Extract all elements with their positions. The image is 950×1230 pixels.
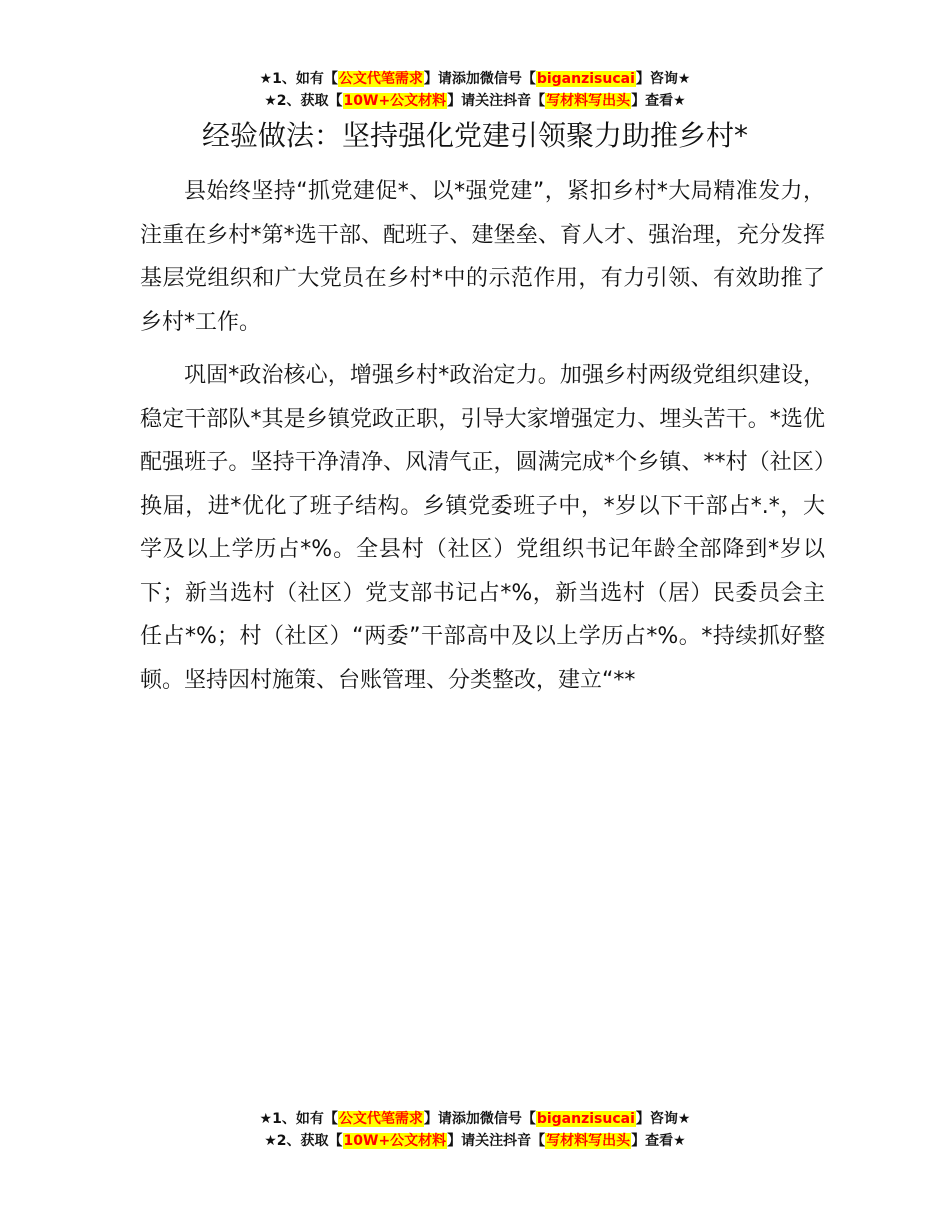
paragraph: 巩固*政治核心，增强乡村*政治定力。加强乡村两级党组织建设，稳定干部队*其是乡镇党政正职，引导大家增强定力、埋头苦干。*选优配强班子。坚持干净清净、风清气正，圆满完成*个乡镇、**村（社区）换届，进*优化了班子结构。乡镇党委班子中，*岁以下干部占*.*，大学及以上学历占*%。全县村（社区）党组织书记年龄全部降到*岁以下；新当选村（社区）党支部书记占*%，新当选村（居）民委员会主任占*%；村（社区）“两委”干部高中及以上学历占*%。*持续抓好整顿。坚持因村施策、台账管理、分类整改，建立“** bbox=[140, 363, 825, 693]
banner-highlight: 10W+公文材料 bbox=[343, 1133, 447, 1149]
document-body bbox=[140, 170, 825, 712]
banner-text: ★1、如有【 bbox=[259, 1111, 338, 1127]
banner-text: ★2、获取【 bbox=[264, 1133, 343, 1149]
banner-text: 】请添加微信号【 bbox=[423, 71, 536, 87]
banner-text: 】查看★ bbox=[631, 1133, 686, 1149]
banner-highlight: 写材料写出头 bbox=[546, 93, 631, 109]
banner-text: ★1、如有【 bbox=[259, 71, 338, 87]
banner-text: ★2、获取【 bbox=[264, 93, 343, 109]
banner-text: 】请关注抖音【 bbox=[447, 1133, 546, 1149]
banner-text: 】咨询★ bbox=[635, 71, 691, 87]
paragraph: 县始终坚持“抓党建促*、以*强党建”，紧扣乡村*大局精准发力，注重在乡村*第*选干部、配班子、建堡垒、育人才、强治理，充分发挥基层党组织和广大党员在乡村*中的示范作用，有力引领、有效助推了乡村*工作。 bbox=[140, 179, 825, 335]
footer-banner bbox=[0, 1108, 950, 1152]
banner-text: 】请添加微信号【 bbox=[423, 1111, 536, 1127]
banner-line-2 bbox=[0, 1130, 950, 1152]
banner-highlight: biganzisucai bbox=[536, 1111, 635, 1127]
banner-highlight: 公文代笔需求 bbox=[338, 71, 423, 87]
banner-highlight: 10W+公文材料 bbox=[343, 93, 447, 109]
banner-line-1 bbox=[0, 1108, 950, 1130]
banner-text: 】请关注抖音【 bbox=[447, 93, 546, 109]
banner-highlight: 公文代笔需求 bbox=[338, 1111, 423, 1127]
banner-line-2 bbox=[0, 90, 950, 112]
banner-line-1 bbox=[0, 68, 950, 90]
banner-highlight: biganzisucai bbox=[536, 71, 635, 87]
banner-text: 】查看★ bbox=[631, 93, 686, 109]
banner-text: 】咨询★ bbox=[635, 1111, 691, 1127]
header-banner bbox=[0, 68, 950, 112]
banner-highlight: 写材料写出头 bbox=[546, 1133, 631, 1149]
page-title: 经验做法：坚持强化党建引领聚力助推乡村* bbox=[201, 119, 748, 152]
